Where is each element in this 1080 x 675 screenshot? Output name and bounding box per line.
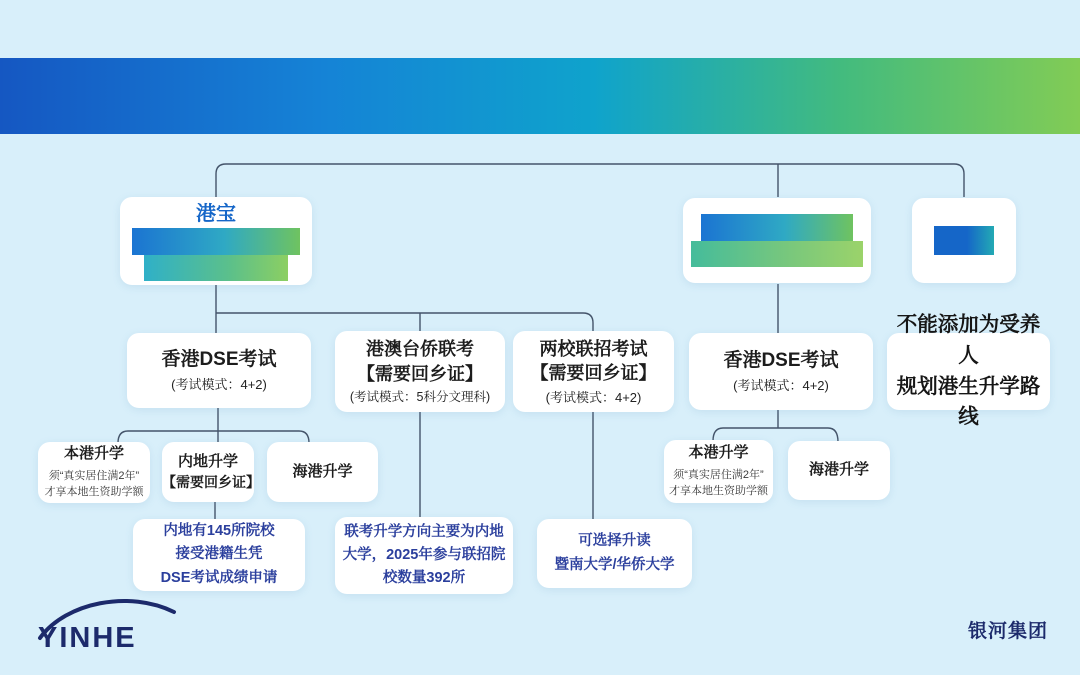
local-left-note1: 须“真实居住满2年” <box>48 469 140 482</box>
node-adult-note <box>887 313 1050 429</box>
mainland-title: 内地升学 <box>177 453 238 471</box>
adult-label <box>934 226 993 256</box>
adult-note-line2: 规划港生升学路线 <box>896 374 1041 429</box>
dse-right-mode: (考试模式：4+2) <box>733 378 829 394</box>
detail-joint-line2: 大学，2025年参与联招院 <box>342 546 506 563</box>
overseas-right-title: 海港升学 <box>808 461 869 479</box>
detail-dse-line3: DSE考试成绩申请 <box>160 569 278 586</box>
teen-line1 <box>701 214 852 241</box>
detail-two-school-line1: 可选择升读 <box>578 533 651 550</box>
node-detail-dse-mainland <box>133 519 305 591</box>
adult-note-line1: 不能添加为受养人 <box>896 313 1041 367</box>
node-dse-left <box>127 333 311 408</box>
local-left-note2: 才享本地生资助学额 <box>44 486 144 499</box>
joint-exam-requirement: 【需要回乡证】 <box>357 363 483 384</box>
detail-dse-line1: 内地有145所院校 <box>163 523 275 540</box>
dse-left-mode: (考试模式：4+2) <box>171 377 267 393</box>
dse-left-title: 香港DSE考试 <box>161 349 277 371</box>
two-school-title: 两校联招考试 <box>539 338 648 359</box>
mainland-note: 【需要回乡证】 <box>162 473 260 490</box>
detail-two-school-line2: 暨南大学/华侨大学 <box>554 556 675 573</box>
teen-line2 <box>691 241 862 267</box>
node-two-school <box>513 331 674 412</box>
joint-exam-title: 港澳台侨联考 <box>366 339 474 360</box>
logo-text: YINHE <box>38 622 137 654</box>
detail-joint-line3: 校数量392所 <box>382 570 466 587</box>
two-school-mode: (考试模式：4+2) <box>545 389 642 405</box>
two-school-requirement: 【需要回乡证】 <box>530 363 657 384</box>
hk-baby-line1: 港宝 <box>196 203 236 226</box>
node-local-right <box>664 440 773 503</box>
hk-baby-line2 <box>132 228 301 255</box>
node-detail-joint <box>335 517 513 594</box>
hk-baby-line3 <box>144 255 288 281</box>
local-right-note1: 须“真实居住满2年” <box>673 468 764 481</box>
detail-joint-line1: 联考升学方向主要为内地 <box>344 523 504 540</box>
node-joint-exam <box>335 331 505 412</box>
node-detail-two-school <box>537 519 692 588</box>
company-name: 银河集团 <box>967 621 1048 642</box>
node-hk-baby <box>120 197 312 285</box>
node-adult <box>912 198 1016 283</box>
page-title <box>0 58 1080 134</box>
joint-exam-mode: (考试模式：5科分文理科) <box>349 389 491 404</box>
node-mainland <box>162 442 260 502</box>
detail-dse-line2: 接受港籍生凭 <box>175 546 263 563</box>
node-teen <box>683 198 871 283</box>
node-overseas-left <box>267 442 378 502</box>
overseas-left-title: 海港升学 <box>292 462 353 480</box>
local-left-title: 本港升学 <box>63 445 124 463</box>
dse-right-title: 香港DSE考试 <box>723 350 839 372</box>
local-right-note2: 才享本地生资助学额 <box>669 485 768 498</box>
node-local-left <box>38 442 150 503</box>
local-right-title: 本港升学 <box>688 444 749 462</box>
yinhe-logo <box>32 596 182 662</box>
node-overseas-right <box>788 441 890 500</box>
node-dse-right <box>689 333 873 410</box>
